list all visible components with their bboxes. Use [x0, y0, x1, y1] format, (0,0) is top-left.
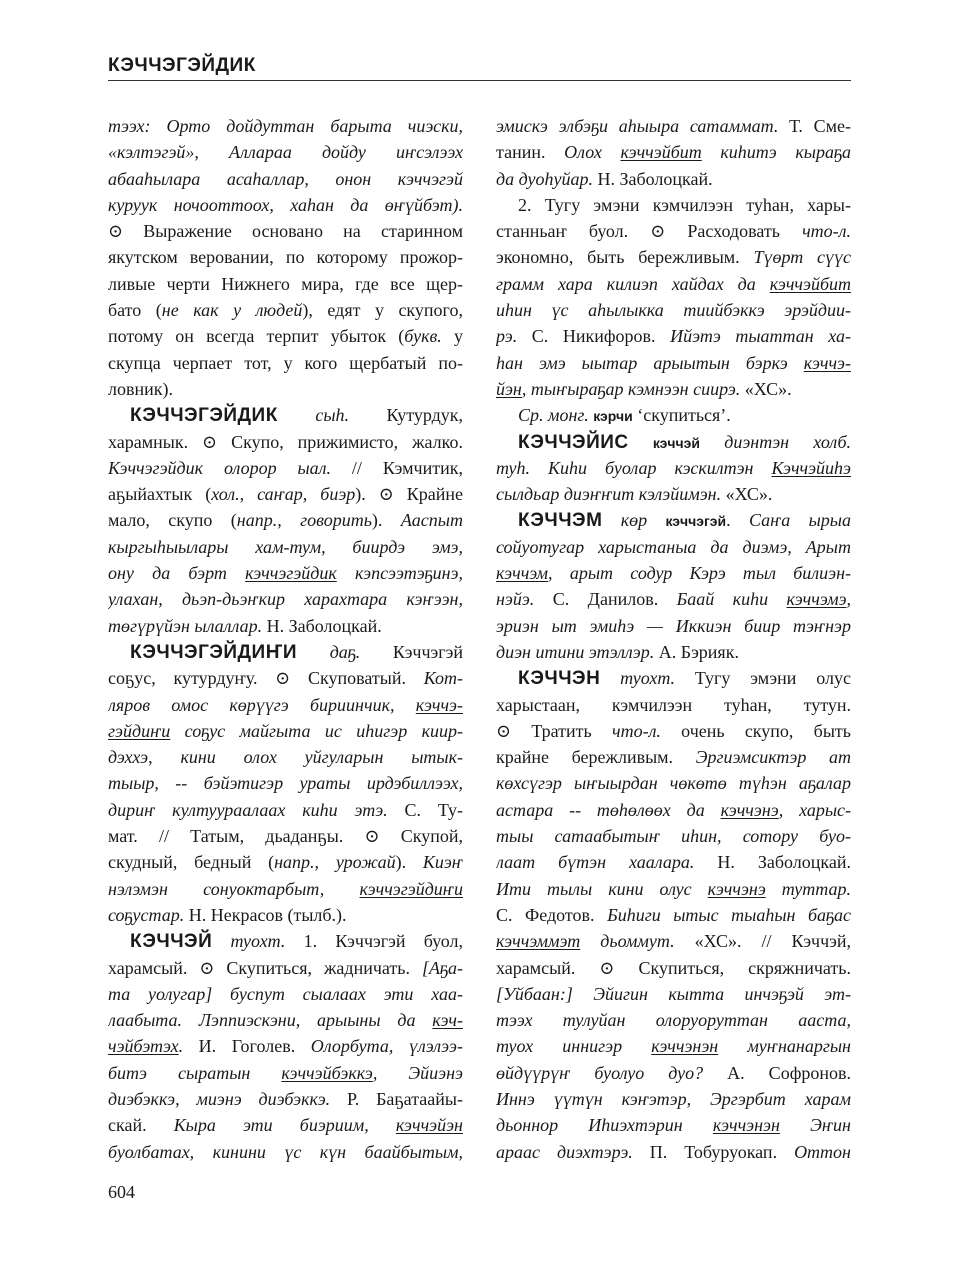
entry-kechchegeydingi: КЭЧЧЭГЭЙДИҤИ даҕ. Кэччэгэй	[130, 641, 463, 663]
text-line: өйдүүрүҥ буолуо дуо? А. Софронов.	[496, 1062, 851, 1083]
text-line: тыыр, -- бэйэтигэр ураты ирдэбиллээх,	[108, 773, 463, 794]
text-line: экономно, быть бережливым. Түөрт сүүс	[496, 247, 851, 268]
text-line: та уолугар] буспут сыалаах эти хаа-	[108, 983, 463, 1004]
entry-kechchen: КЭЧЧЭН туохт. Тугу эмэни олус	[518, 668, 851, 690]
text-line: чэйбэтэх. И. Гоголев. Олорбута, үлэлээ-	[108, 1036, 463, 1057]
text-line: [Уйбаан:] Эйигин кытта инчэҕэй эт-	[496, 983, 851, 1004]
text-line: рэ. С. Никифоров. Ийэтэ тыаттан ха-	[496, 326, 851, 347]
text-line: потому он всегда терпит убыток (букв. у	[108, 326, 463, 347]
text-line: кыргыһыылары хам-тум, биирдэ эмэ,	[108, 536, 463, 557]
text-line: мат. // Татым, дьаданҕы. ⊙ Скупой,	[108, 826, 463, 847]
text-line: эриэн ыт эмиһэ — Иккиэн биир тэҥнэр	[496, 615, 851, 636]
text-line: тыы сатаабытыҥ иһин, сотору буо-	[496, 826, 851, 847]
text-line: Ср. монг. кэрчи ‘скупиться’.	[518, 405, 731, 426]
text-line: харамсый. ⊙ Скупиться, жадничать. [Аҕа-	[108, 957, 463, 978]
text-line: эмискэ элбэҕи аһыыра сатаммат. Т. Сме-	[496, 116, 851, 136]
text-line: диэн итини этэллэр. А. Бэрияк.	[496, 641, 739, 662]
text-line: грамм хара килиэп хайдах да кэччэйбит	[496, 273, 851, 294]
text-line: Ити тылы кини олус кэччэнэ туттар.	[496, 878, 851, 899]
text-line: тээх: Орто дойдуттан барыта чиэски,	[108, 116, 463, 136]
text-line: улахан, дьэп-дьэҥкир харахтара кэҥээн,	[108, 589, 463, 610]
text-line: диэбэккэ, миэнэ диэбэккэ. Р. Баҕатаайы-	[108, 1088, 463, 1109]
text-line: ⊙ Выражение основано на старинном	[108, 221, 463, 242]
text-line: сылдьар диэҥҥит кэлэйимэн. «ХС».	[496, 484, 773, 505]
text-line: ляров омос көрүүгэ бириинчик, кэччэ-	[108, 694, 463, 715]
running-head: КЭЧЧЭГЭЙДИК	[108, 55, 256, 76]
text-line: С. Федотов. Биһиги ытыс тыаһын баҕас	[496, 904, 851, 925]
text-line: «кэлтэгэй», Аллараа дойду иҥсэлээх	[108, 142, 463, 163]
text-line: нэйэ. С. Данилов. Баай киһи кэччэмэ,	[496, 589, 851, 610]
text-line: 2. Тугу эмэни кэмчилээн туһан, хары-	[518, 194, 851, 215]
text-line: астара -- төһөлөөх да кэччэнэ, харыс-	[496, 799, 851, 820]
text-line: ловник).	[108, 378, 173, 399]
text-line: йэн, тыҥыраҕар кэмнээн сиирэ. «ХС».	[496, 378, 792, 399]
page-number: 604	[108, 1182, 135, 1202]
header-rule	[108, 80, 851, 81]
text-line: скупца черпает тот, у кого щербатый по-	[108, 352, 463, 373]
entry-kechchegeydik: КЭЧЧЭГЭЙДИК сыһ. Кутурдук,	[130, 405, 463, 427]
text-line: ливые черти Нижнего мира, где все щер-	[108, 273, 463, 294]
text-line: нэлэмэн сонуоктарбыт, кэччэгэйдиҥи	[108, 878, 463, 899]
text-line: аҕыйахтык (хол., саҥар, биэр). ⊙ Крайне	[108, 484, 463, 505]
text-line: мало, скупо (напр., говорить). Аaспыт	[108, 510, 463, 531]
text-line: сойуотугар харыстаныа да диэмэ, Арыт	[496, 536, 851, 557]
text-line: крайне бережливым. Эргиэмсиктэр ат	[496, 747, 851, 768]
left-column	[108, 113, 463, 1165]
text-line: скудный, бедный (напр., урожай). Киэҥ	[108, 852, 463, 873]
entry-kechchey: КЭЧЧЭЙ туохт. 1. Кэччэгэй буол,	[130, 931, 463, 953]
text-line: битэ сыратын кэччэйбэккэ, Эйиэнэ	[108, 1062, 463, 1083]
text-line: төгүрүйэн ылаллар. Н. Заболоцкай.	[108, 615, 382, 636]
text-line: соҕустар. Н. Некрасов (тылб.).	[108, 904, 347, 925]
text-line: һан эмэ ыытар арыытын бэркэ кэччэ-	[496, 352, 851, 373]
text-line: тээх тулуйан олоруоруттан ааста,	[496, 1010, 851, 1031]
text-line: кэччэм, арыт содур Кэрэ тыл билиэн-	[496, 563, 851, 584]
text-line: абааһылара асаһаллар, онон кэччэгэй	[108, 168, 463, 189]
text-line: Иннэ үүтүн кэҥэтэр, Эргэрбит харам	[496, 1088, 851, 1109]
text-line: көхсүгэр ыҥыырдан чөкөтө түһэн аҕалар	[496, 773, 851, 794]
text-line: якутском веровании, по которому прожор-	[108, 247, 463, 268]
text-line: ⊙ Тратить что-л. очень скупо, быть	[496, 720, 851, 741]
entry-kechcheyis: КЭЧЧЭЙИС кэччэй диэнтэн холб.	[518, 431, 851, 453]
text-line: танин. Олох кэччэйбит киһитэ кыраҕа	[496, 142, 851, 163]
text-line: харамсый. ⊙ Скупиться, скряжничать.	[496, 957, 851, 978]
text-line: куруук ночооттоох, хаһан да өҥүйбэт).	[108, 194, 463, 215]
text-line: кэччэммэт дьоммут. «ХС». // Кэччэй,	[496, 931, 851, 952]
text-line: лаабыта. Лэппиэскэни, арыыны да кэч-	[108, 1010, 463, 1031]
text-line: дэххэ, кини олох уйгуларын ытык-	[108, 747, 463, 768]
text-line: туһ. Киһи буолар кэскилтэн Кэччэйиһэ	[496, 457, 851, 478]
text-line: Кэччэгэйдик олорор ыал. // Кэмчитик,	[108, 457, 463, 478]
text-line: буолбатах, кинини үс күн баайбытым,	[108, 1141, 463, 1162]
text-line: да дуоһуйар. Н. Заболоцкай.	[496, 168, 713, 189]
text-line: иһин үс аһылыкка тиийбэккэ эрэйдии-	[496, 300, 851, 321]
text-line: соҕус, кутурдуҥу. ⊙ Скуповатый. Кот-	[108, 668, 463, 689]
text-line: дьоннор Иһиэхтэрин кэччэнэн Эҥин	[496, 1115, 851, 1136]
text-line: бато (не как у людей), едят у скупого,	[108, 300, 463, 321]
text-line: гэйдиҥи соҕус майгыта ис иһигэр киир-	[108, 720, 463, 741]
text-line: харыстаан, кэмчилээн туһан, тутун.	[496, 694, 851, 715]
right-column	[496, 113, 851, 1165]
text-line: араас диэхтэрэ. П. Тобуруокап. Оттон	[496, 1141, 851, 1162]
text-line: лаат бүтэн хаалара. Н. Заболоцкай.	[496, 852, 851, 873]
text-line: дириҥ култуураалаах киһи этэ. С. Ту-	[108, 799, 463, 820]
text-line: скай. Кыра эти биэриим, кэччэйэн	[108, 1115, 463, 1136]
text-line: харамнык. ⊙ Скупо, прижимисто, жалко.	[108, 431, 463, 452]
text-line: туох иннигэр кэччэнэн муҥнанаргын	[496, 1036, 851, 1057]
text-line: станньаҥ буол. ⊙ Расходовать что-л.	[496, 221, 851, 242]
text-line: ону да бэрт кэччэгэйдик кэпсээтэҕинэ,	[108, 563, 463, 584]
entry-kechchem: КЭЧЧЭМ көр кэччэгэй. Саҥа ырыа	[518, 510, 851, 532]
